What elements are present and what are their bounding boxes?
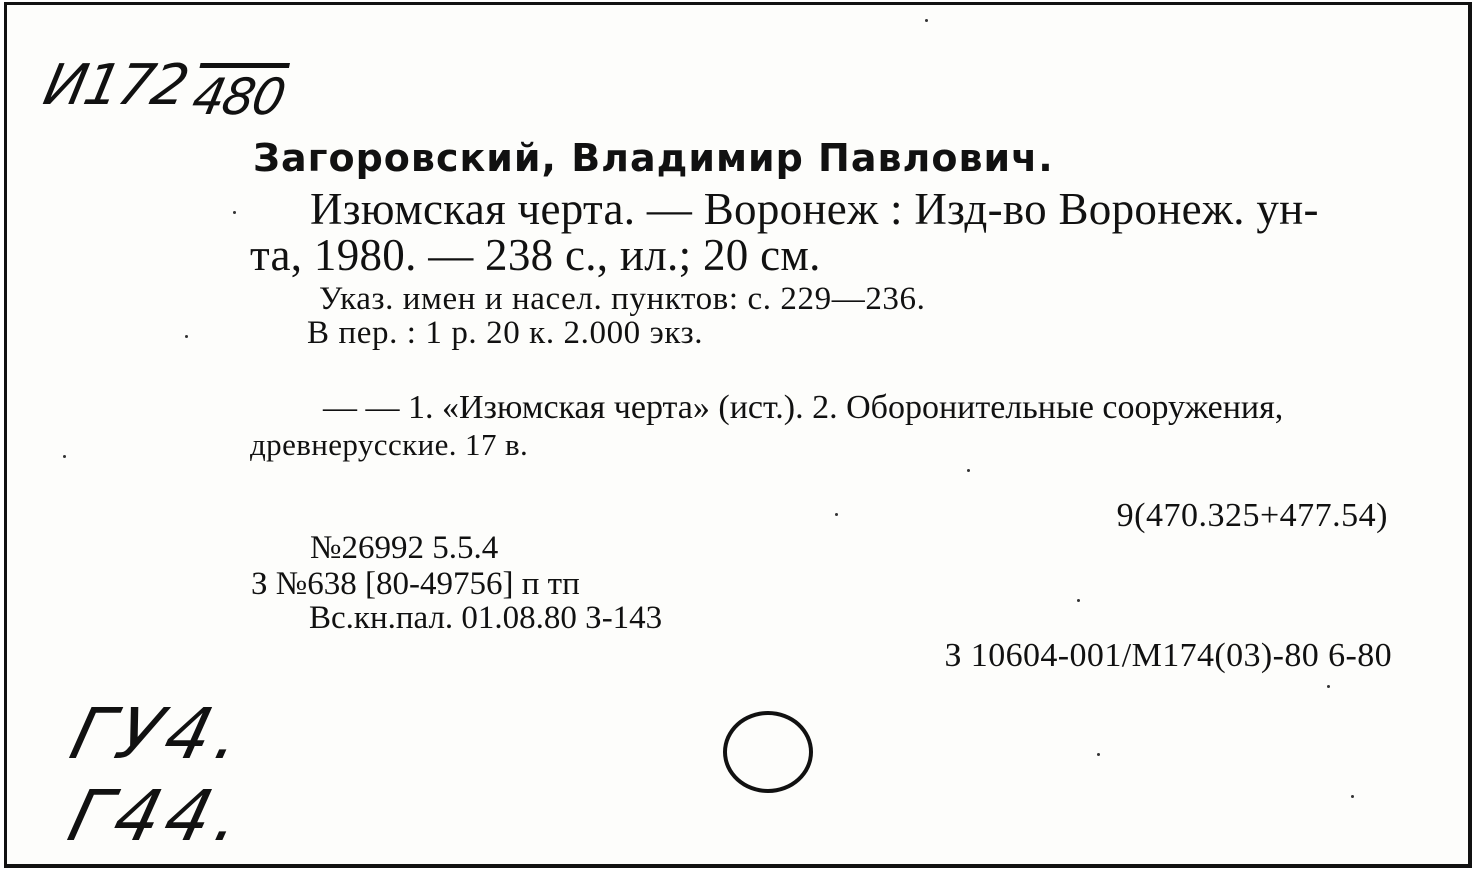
- number-line-2: З №638 [80-49756] п тп: [251, 566, 580, 602]
- number-line-3: Вс.кн.пал. 01.08.80 З-143: [309, 600, 663, 636]
- scan-speck: [1077, 599, 1080, 602]
- scan-speck: [967, 469, 970, 472]
- handwritten-mark-1: ГУ4.: [62, 693, 256, 775]
- shelf-mark: [38, 53, 292, 126]
- author-heading: Загоровский, Владимир Павлович.: [253, 136, 1054, 180]
- card-punch-hole: [723, 711, 813, 793]
- classification-index: 9(470.325+477.54): [1116, 497, 1388, 534]
- scan-speck: [1327, 685, 1330, 688]
- scan-speck: [1351, 795, 1354, 798]
- scan-speck: [63, 455, 66, 458]
- catalog-card: [4, 2, 1472, 868]
- scan-speck: [233, 211, 236, 214]
- number-line-1: №26992 5.5.4: [310, 530, 499, 566]
- title-line-2: та, 1980. — 238 с., ил.; 20 см.: [250, 230, 821, 280]
- scan-speck: [925, 19, 928, 22]
- subjects-line-2: древнерусские. 17 в.: [250, 427, 529, 462]
- scan-speck: [835, 513, 838, 516]
- shelf-mark-number: И172: [38, 53, 193, 118]
- scan-speck: [185, 335, 188, 338]
- shelf-mark-fraction: 480: [187, 68, 289, 126]
- handwritten-mark-2: Г44.: [60, 775, 256, 857]
- note-line-2: В пер. : 1 р. 20 к. 2.000 экз.: [307, 315, 704, 351]
- code-line: З 10604-001/М174(03)-80 6-80: [944, 637, 1392, 674]
- note-line-1: Указ. имен и насел. пунктов: с. 229—236.: [319, 281, 926, 317]
- title-line-1: Изюмская черта. — Воронеж : Изд-во Воронеж. ун-: [310, 184, 1319, 234]
- scan-speck: [1097, 753, 1100, 756]
- subjects-line-1: — — 1. «Изюмская черта» (ист.). 2. Оборонительные сооружения,: [323, 389, 1284, 426]
